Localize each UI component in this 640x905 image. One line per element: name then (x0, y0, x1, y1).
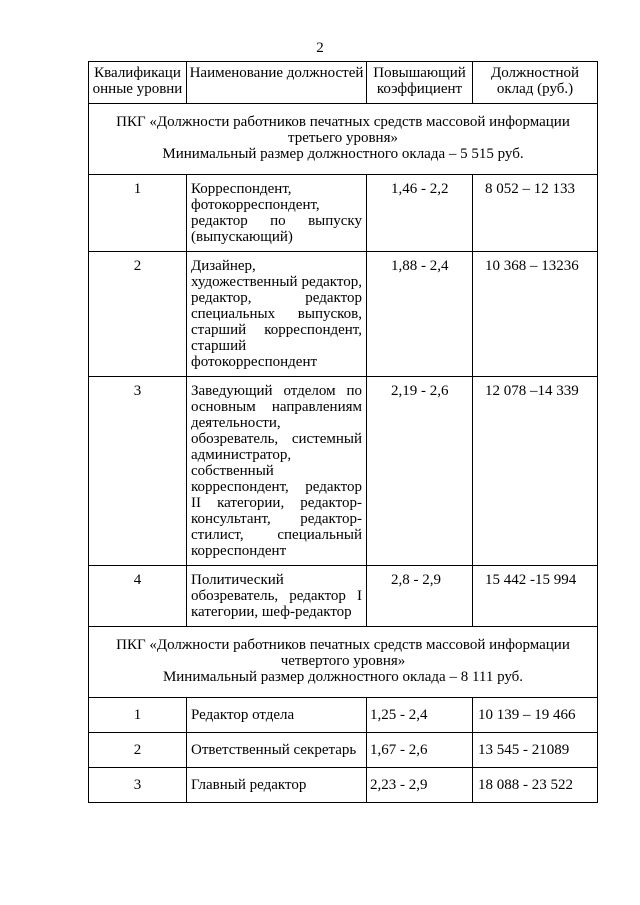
salary: 13 545 - 21089 (473, 733, 598, 768)
qualification-level: 2 (89, 252, 187, 377)
table-row (89, 252, 598, 377)
qualification-level: 3 (89, 377, 187, 566)
group-title: ПКГ «Должности работников печатных средств массовой информации третьего уровня» (116, 114, 570, 146)
qualification-level: 4 (89, 566, 187, 627)
qualification-level: 1 (89, 698, 187, 733)
qualification-level: 2 (89, 733, 187, 768)
position-name: Ответственный секретарь (187, 733, 367, 768)
group-min-salary: Минимальный размер должностного оклада – 8 111 руб. (162, 669, 524, 685)
salary: 10 368 – 13236 (473, 252, 598, 377)
coefficient: 1,67 - 2,6 (367, 733, 473, 768)
header-position-names: Наименование должностей (187, 62, 367, 104)
coefficient: 2,23 - 2,9 (367, 768, 473, 803)
salary: 15 442 -15 994 (473, 566, 598, 627)
table-row (89, 698, 598, 733)
position-name: Корреспондент, фотокорреспондент, редактор по выпуску (выпускающий) (187, 175, 367, 252)
position-name: Дизайнер, художественный редактор, редактор, редактор специальных выпусков, старший корреспондент, старший фотокорреспондент (187, 252, 367, 377)
group-title: ПКГ «Должности работников печатных средств массовой информации четвертого уровня» (116, 637, 570, 669)
salary: 8 052 – 12 133 (473, 175, 598, 252)
table-row (89, 377, 598, 566)
group-min-salary: Минимальный размер должностного оклада – 5 515 руб. (162, 146, 524, 162)
group-header (89, 627, 598, 698)
header-coefficient: Повышающий коэффициент (367, 62, 473, 104)
position-name: Редактор отдела (187, 698, 367, 733)
salary: 10 139 – 19 466 (473, 698, 598, 733)
coefficient: 2,19 - 2,6 (367, 377, 473, 566)
header-qualification-levels: Квалификаци онные уровни (89, 62, 187, 104)
group-header-row (89, 627, 598, 698)
group-header (89, 104, 598, 175)
coefficient: 1,88 - 2,4 (367, 252, 473, 377)
group-header-row (89, 104, 598, 175)
table-row (89, 175, 598, 252)
position-name: Политический обозреватель, редактор I категории, шеф-редактор (187, 566, 367, 627)
position-salary-table (88, 61, 598, 803)
coefficient: 2,8 - 2,9 (367, 566, 473, 627)
salary: 12 078 –14 339 (473, 377, 598, 566)
table-row (89, 566, 598, 627)
table-row (89, 733, 598, 768)
page-number: 2 (316, 40, 324, 56)
header-salary: Должностной оклад (руб.) (473, 62, 598, 104)
qualification-level: 3 (89, 768, 187, 803)
table-row (89, 768, 598, 803)
coefficient: 1,46 - 2,2 (367, 175, 473, 252)
table-header-row (89, 62, 598, 104)
coefficient: 1,25 - 2,4 (367, 698, 473, 733)
salary: 18 088 - 23 522 (473, 768, 598, 803)
qualification-level: 1 (89, 175, 187, 252)
position-name: Главный редактор (187, 768, 367, 803)
position-name: Заведующий отделом по основным направлениям деятельности, обозреватель, системный администратор, собственный корреспондент, редактор II категории, редактор-консультант, редактор-стилист, специальный корреспондент (187, 377, 367, 566)
